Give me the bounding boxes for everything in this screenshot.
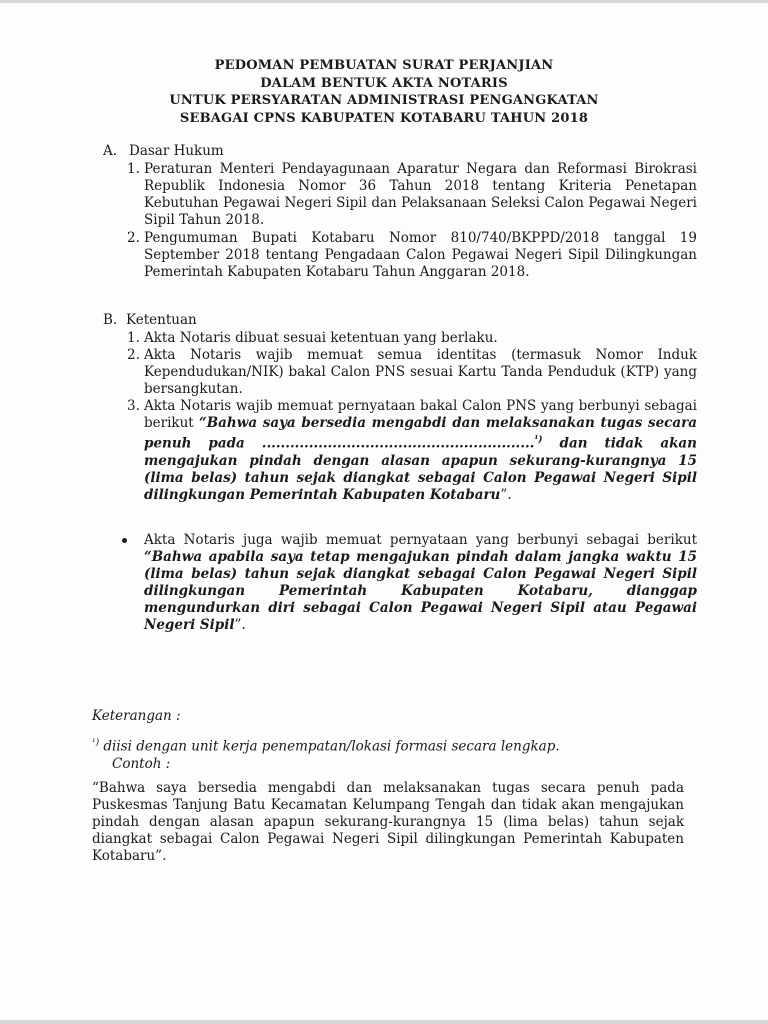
scan-edge-top [0,0,768,3]
footnote-text: diisi dengan unit kerja penempatan/lokasi formasi secara lengkap. [99,738,560,755]
bullet-quote-end: ”. [234,617,246,633]
document-title [0,57,768,127]
bullet-text [144,532,697,634]
item-number: 2. [127,230,140,246]
item-text: Akta Notaris dibuat sesuai ketentuan yang berlaku. [144,330,498,346]
section-a-item-2 [127,230,697,285]
title-line-3: UNTUK PERSYARATAN ADMINISTRASI PENGANGKATAN [169,93,599,108]
item-text: Akta Notaris wajib memuat semua identitas (termasuk Nomor Induk Kependudukan/NIK) bakal Calon PNS sesuai Kartu Tanda Penduduk (KTP) yang bersangkutan. [144,347,697,397]
section-a-marker: A. [103,143,118,159]
bullet-quote: “Bahwa apabila saya tetap mengajukan pindah dalam jangka waktu 15 (lima belas) tahun sejak diangkat sebagai Calon Pegawai Negeri Sipil dilingkungan Pemerintah Kabupaten Kotabaru, dianggap mengundurkan diri sebagai Calon Pegawai Negeri Sipil atau Pegawai Negeri Sipil [144,549,697,633]
title-line-4: SEBAGAI CPNS KABUPATEN KOTABARU TAHUN 2018 [179,110,589,126]
item-number: 1. [127,330,140,346]
section-b-item-1 [127,330,697,348]
example-text: “Bahwa saya bersedia mengabdi dan melaksanakan tugas secara penuh pada Puskesmas Tanjung Batu Kecamatan Kelumpang Tengah dan tidak akan mengajukan pindah dengan alasan apapun sekurang-kurangnya 15 (lima belas) tahun sejak diangkat sebagai Calon Pegawai Negeri Sipil dilingkungan Pemerintah Kabupaten Kotabaru”. [92,780,684,864]
section-b-item-2 [127,347,697,402]
bullet-intro: Akta Notaris juga wajib memuat pernyataan yang berbunyi sebagai berikut [144,532,697,548]
item-text [144,398,697,504]
notes-footnote [92,735,692,756]
statement-quote-continued: dan tidak akan mengajukan pindah dengan alasan apapun sekurang-kurangnya 15 (lima belas) tahun sejak diangkat sebagai Calon Pegawai Negeri Sipil dilingkungan Pemerintah Kabupaten Kotabaru [144,435,697,503]
footnote-mark: ¹) [534,435,543,445]
example-label: Contoh : [112,756,171,772]
section-b-item-3 [127,398,697,518]
item-number: 2. [127,347,140,363]
title-line-1: PEDOMAN PEMBUATAN SURAT PERJANJIAN [214,58,554,73]
title-line-2: DALAM BENTUK AKTA NOTARIS [260,75,508,91]
notes-heading: Keterangan : [92,708,181,724]
section-b-marker: B. [103,312,118,328]
statement-quote: “Bahwa saya bersedia mengabdi dan melaksanakan tugas secara penuh pada .......................................................... [144,415,697,452]
bullet-point [122,538,127,543]
section-a-item-1 [127,161,697,231]
footnote-mark: ¹) [92,738,100,748]
item-number: 3. [127,398,140,414]
scan-edge-bottom [0,1020,768,1024]
quote-end: ”. [500,486,512,503]
section-a-heading: Dasar Hukum [129,143,224,159]
item-text: Peraturan Menteri Pendayagunaan Aparatur Negara dan Reformasi Birokrasi Republik Indonesia Nomor 36 Tahun 2018 tentang Kriteria Penetapan Kebutuhan Pegawai Negeri Sipil dan Pelaksanaan Seleksi Calon Pegawai Negeri Sipil Tahun 2018. [144,161,697,228]
item-number: 1. [127,161,140,177]
section-b-bullet [144,532,697,632]
item-intro: Akta Notaris wajib memuat pernyataan bakal Calon PNS yang berbunyi sebagai berikut [144,398,697,431]
section-b-heading: Ketentuan [126,312,197,328]
item-text: Pengumuman Bupati Kotabaru Nomor 810/740/BKPPD/2018 tanggal 19 September 2018 tentang Pengadaan Calon Pegawai Negeri Sipil Dilingkungan Pemerintah Kabupaten Kotabaru Tahun Anggaran 2018. [144,230,697,280]
